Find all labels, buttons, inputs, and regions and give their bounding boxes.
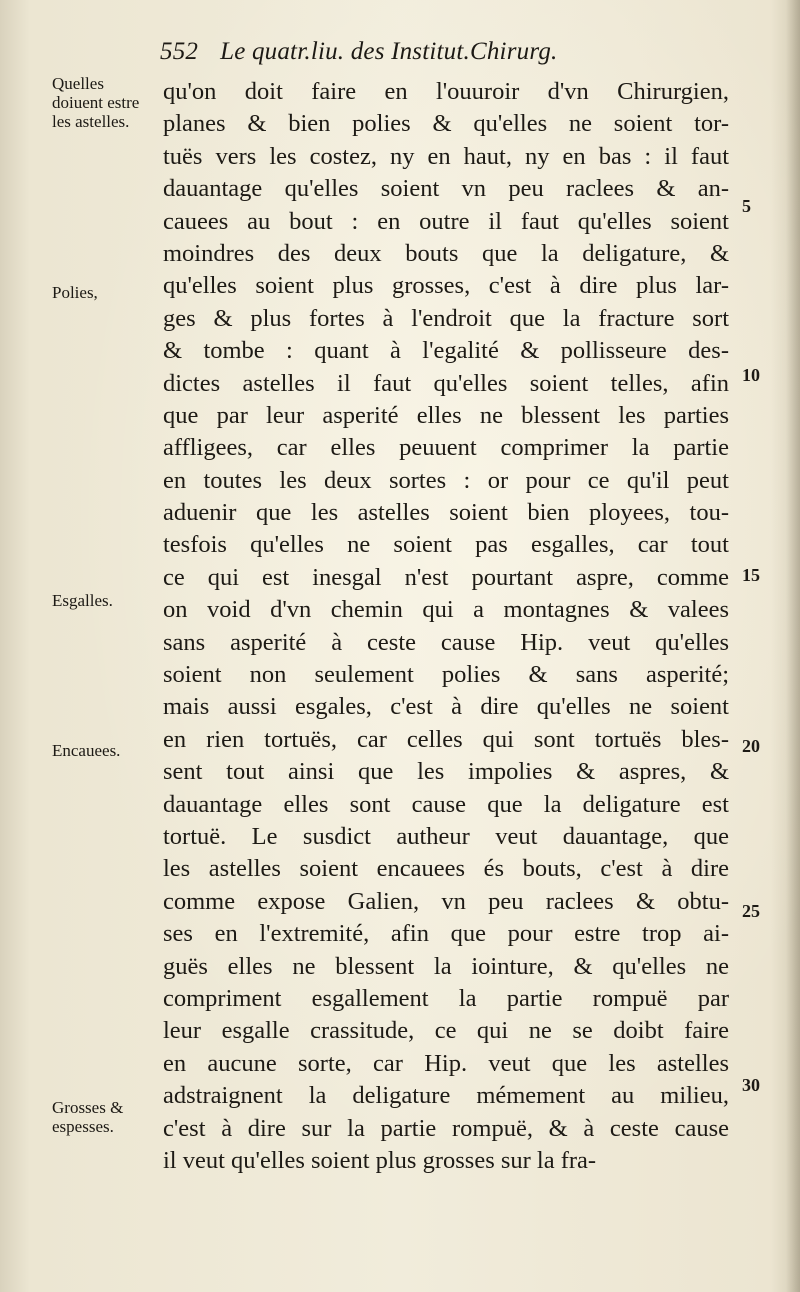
text-line: qu'on doit faire en l'ouuroir d'vn Chirurgien, <box>163 78 729 105</box>
text-line: moindres des deux bouts que la deligature, & <box>163 239 729 267</box>
line-number-20: 20 <box>742 736 760 756</box>
text-line: compriment esgallement la partie rompuë par <box>163 984 729 1012</box>
running-title: Le quatr.liu. des Institut.Chirurg. <box>220 38 558 65</box>
text-line: aduenir que les astelles soient bien ployees, tou- <box>163 499 729 527</box>
margin-note-encauees: Encauees. <box>52 741 121 760</box>
text-line: qu'elles soient plus grosses, c'est à dire plus lar- <box>163 272 729 300</box>
text-line: comme expose Galien, vn peu raclees & obtu- <box>163 887 729 915</box>
line-number-5: 5 <box>742 196 751 216</box>
text-line: & tombe : quant à l'egalité & pollisseure des- <box>163 337 729 365</box>
line-number-15: 15 <box>742 565 760 585</box>
text-line: ses en l'extremité, afin que pour estre trop ai- <box>163 920 729 948</box>
text-line: tuës vers les costez, ny en haut, ny en bas : il faut <box>163 142 729 170</box>
text-line: tortuë. Le susdict autheur veut dauantage, que <box>163 822 729 850</box>
text-line: dictes astelles il faut qu'elles soient telles, afin <box>163 369 729 397</box>
text-line: dauantage qu'elles soient vn peu raclees & an- <box>163 175 729 203</box>
text-line: leur esgalle crassitude, ce qui ne se doibt faire <box>163 1017 729 1045</box>
line-number-30: 30 <box>742 1075 760 1095</box>
text-line: en rien tortuës, car celles qui sont tortuës bles- <box>163 725 729 753</box>
text-line: guës elles ne blessent la iointure, & qu'elles ne <box>163 952 729 980</box>
text-line: en aucune sorte, car Hip. veut que les astelles <box>163 1049 729 1077</box>
text-line: c'est à dire sur la partie rompuë, & à ceste cause <box>163 1114 729 1142</box>
page-number: 552 <box>160 38 199 65</box>
text-line: que par leur asperité elles ne blessent les parties <box>163 401 729 429</box>
text-line: en toutes les deux sortes : or pour ce qu'il peut <box>163 466 729 494</box>
margin-note-esgalles: Esgalles. <box>52 591 113 610</box>
text-line: dauantage elles sont cause que la deligature est <box>163 790 729 818</box>
page-edge-shadow <box>786 0 800 1292</box>
body-text <box>163 76 729 1177</box>
text-line: sans asperité à ceste cause Hip. veut qu'elles <box>163 628 729 656</box>
margin-note-grosses: Grosses & espesses. <box>52 1098 124 1136</box>
text-line: ges & plus fortes à l'endroit que la fracture sort <box>163 304 729 332</box>
text-line: adstraignent la deligature mémement au milieu, <box>163 1082 729 1110</box>
text-line: ce qui est inesgal n'est pourtant aspre, comme <box>163 563 729 591</box>
text-line: il veut qu'elles soient plus grosses sur la fra- <box>163 1146 597 1174</box>
text-line: les astelles soient encauees és bouts, c'est à dire <box>163 855 729 883</box>
text-line: mais aussi esgales, c'est à dire qu'elles ne soient <box>163 693 729 721</box>
text-line: on void d'vn chemin qui a montagnes & valees <box>163 596 729 624</box>
line-number-25: 25 <box>742 901 760 921</box>
text-line: cauees au bout : en outre il faut qu'elles soient <box>163 207 729 235</box>
text-line: soient non seulement polies & sans asperité; <box>163 661 729 689</box>
text-line: sent tout ainsi que les impolies & aspres, & <box>163 758 729 786</box>
running-header <box>160 38 720 66</box>
text-line: tesfois qu'elles ne soient pas esgalles, car tout <box>163 531 729 559</box>
text-line: affligees, car elles peuuent comprimer la partie <box>163 434 729 462</box>
margin-note-polies: Polies, <box>52 283 98 302</box>
text-line: planes & bien polies & qu'elles ne soient tor- <box>163 110 729 138</box>
margin-note-quelles: Quelles doiuent estre les astelles. <box>52 74 140 131</box>
line-number-10: 10 <box>742 365 760 385</box>
